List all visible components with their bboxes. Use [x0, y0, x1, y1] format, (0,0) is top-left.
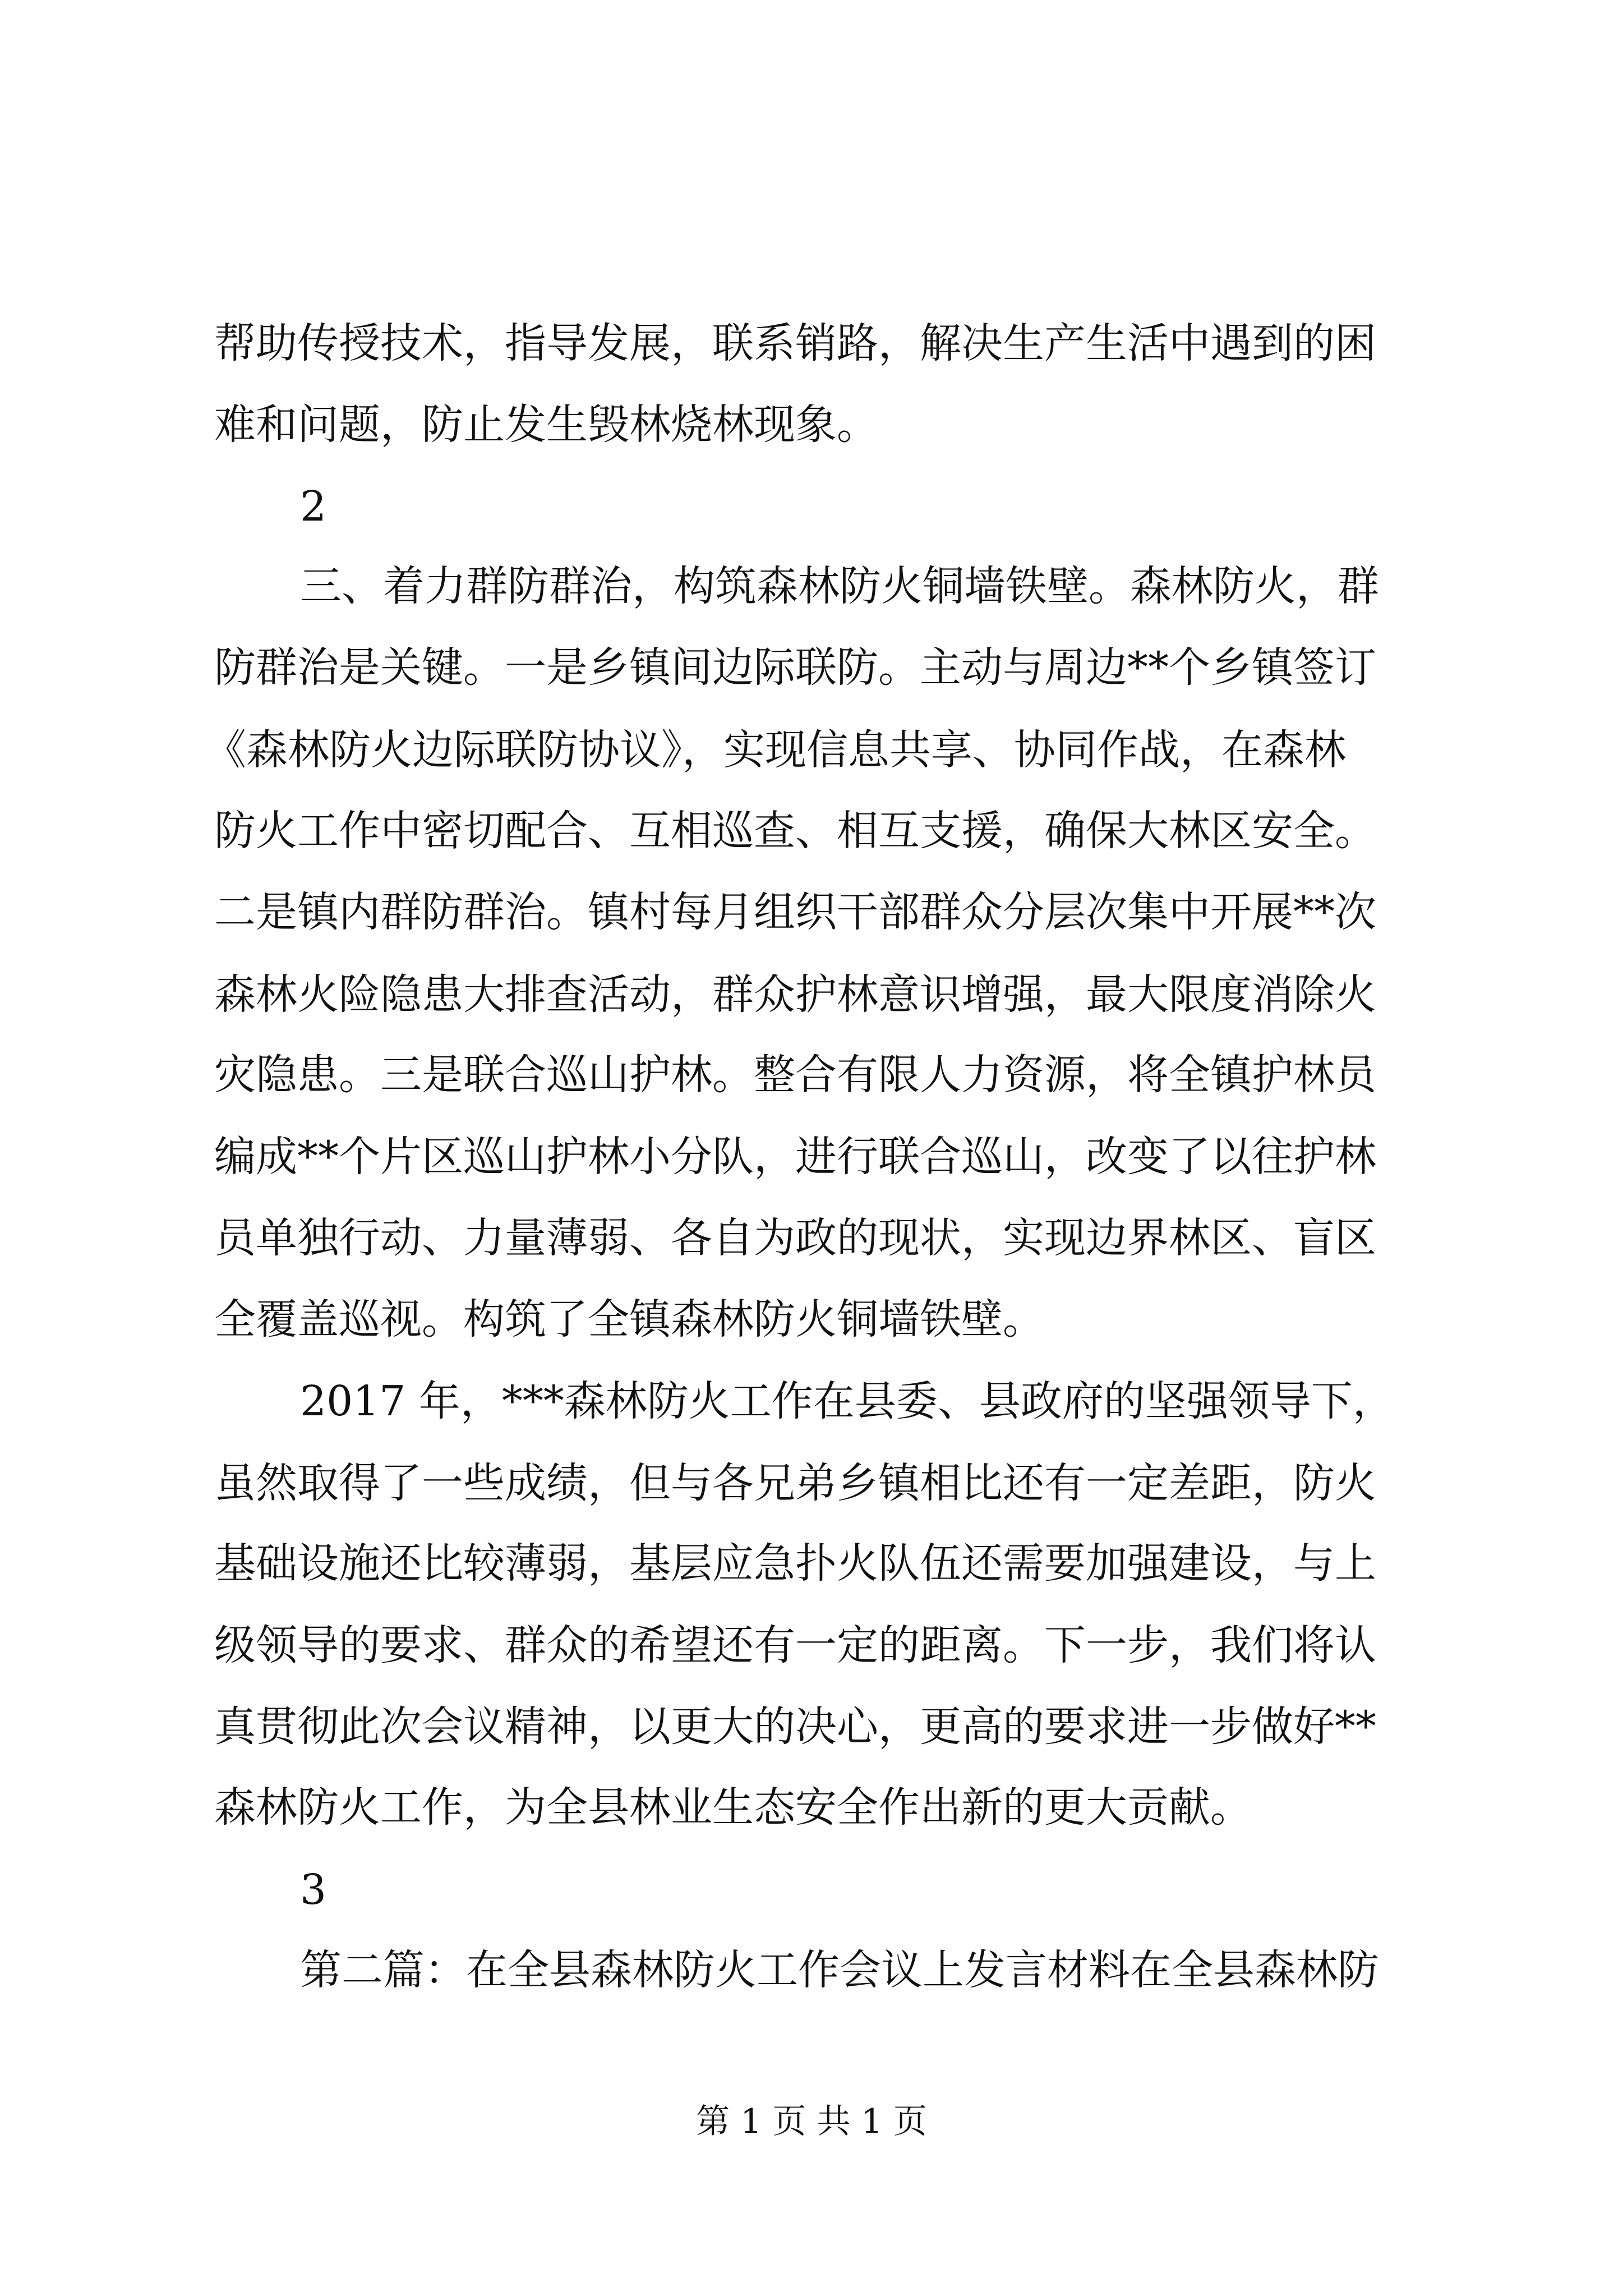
paragraph-start-line: 2017 年，***森林防火工作在县委、县政府的坚强领导下， [300, 1377, 1394, 1425]
section-heading-line: 第二篇：在全县森林防火工作会议上发言材料在全县森林防 [300, 1946, 1379, 1994]
text-line: 全覆盖巡视。构筑了全镇森林防火铜墙铁壁。 [214, 1295, 1044, 1343]
text-line: 帮助传授技术，指导发展，联系销路，解决生产生活中遇到的困 [214, 319, 1376, 367]
text-line: 森林防火工作，为全县林业生态安全作出新的更大贡献。 [214, 1783, 1252, 1832]
text-line: 二是镇内群防群治。镇村每月组织干部群众分层次集中开展**次 [214, 888, 1376, 936]
text-line: 基础设施还比较薄弱，基层应急扑火队伍还需要加强建设，与上 [214, 1539, 1376, 1588]
section-heading-line: 三、着力群防群治，构筑森林防火铜墙铁壁。森林防火，群 [300, 562, 1379, 610]
text-line: 级领导的要求、群众的希望还有一定的距离。下一步，我们将认 [214, 1621, 1376, 1669]
text-line: 《森林防火边际联防协议》，实现信息共享、协同作战，在森林 [205, 726, 1346, 774]
text-line: 编成**个片区巡山护林小分队，进行联合巡山，改变了以往护林 [214, 1133, 1376, 1181]
text-line: 真贯彻此次会议精神，以更大的决心，更高的要求进一步做好** [214, 1703, 1376, 1751]
page-number-marker: 3 [300, 1866, 327, 1914]
text-line: 虽然取得了一些成绩，但与各兄弟乡镇相比还有一定差距，防火 [214, 1459, 1376, 1507]
text-line: 灾隐患。三是联合巡山护林。整合有限人力资源，将全镇护林员 [214, 1051, 1376, 1099]
page-number-marker: 2 [300, 482, 327, 531]
text-line: 难和问题，防止发生毁林烧林现象。 [214, 401, 878, 449]
text-line: 防群治是关键。一是乡镇间边际联防。主动与周边**个乡镇签订 [214, 643, 1376, 692]
text-line: 森林火险隐患大排查活动，群众护林意识增强，最大限度消除火 [214, 970, 1376, 1019]
text-line: 员单独行动、力量薄弱、各自为政的现状，实现边界林区、盲区 [214, 1214, 1376, 1262]
page-footer: 第 1 页 共 1 页 [696, 2102, 927, 2141]
text-line: 防火工作中密切配合、互相巡查、相互支援，确保大林区安全。 [214, 807, 1376, 855]
